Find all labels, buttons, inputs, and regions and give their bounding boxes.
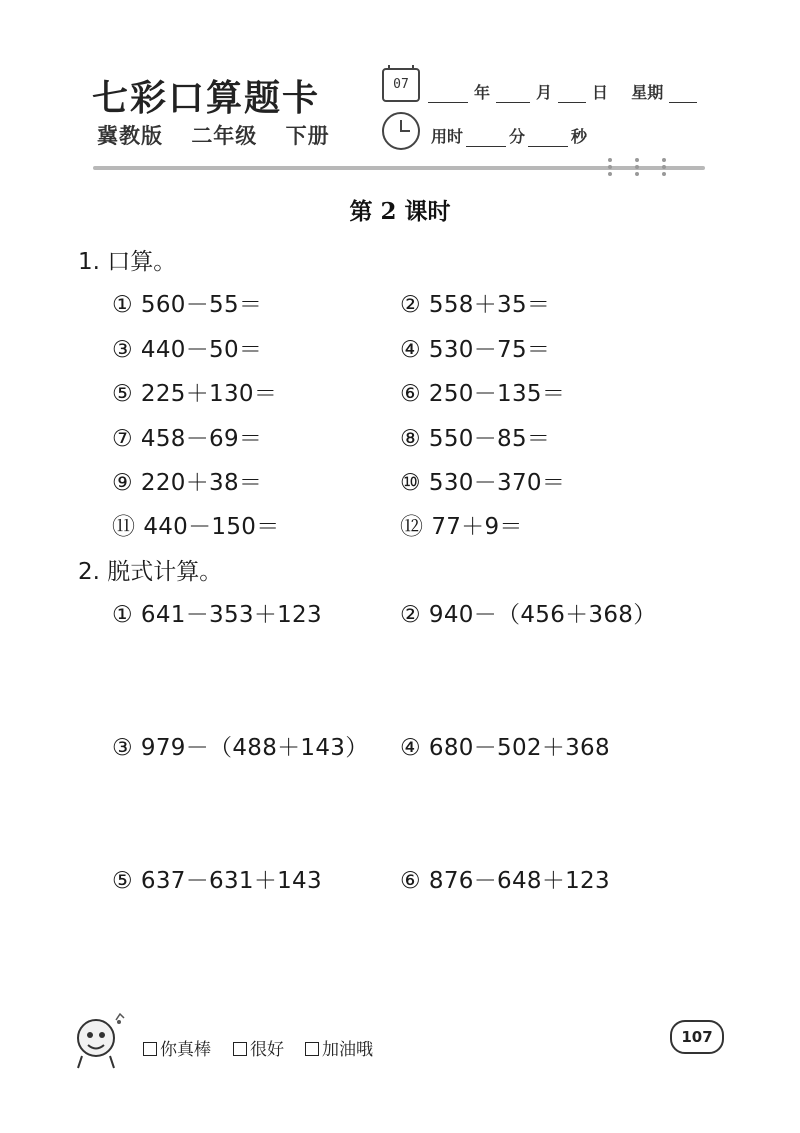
lesson-title: 第 2 课时 xyxy=(349,198,451,225)
oral-problem: ② 558＋35＝ xyxy=(400,292,551,318)
oral-problem: ⑩ 530－370＝ xyxy=(400,470,566,496)
second-blank[interactable] xyxy=(528,130,568,147)
day-label: 日 xyxy=(592,83,609,102)
minute-label: 分 xyxy=(509,127,526,146)
day-blank[interactable] xyxy=(558,86,586,103)
divider-dots xyxy=(635,158,639,182)
stepwise-problem: ④ 680－502＋368 xyxy=(400,735,610,761)
stepwise-problem: ① 641－353＋123 xyxy=(112,602,322,628)
edition-label: 冀教版 xyxy=(97,124,163,148)
date-line xyxy=(428,80,697,103)
checkbox-icon[interactable] xyxy=(305,1042,319,1056)
grade-label: 二年级 xyxy=(191,124,258,148)
time-used-label: 用时 xyxy=(431,127,464,146)
oral-problem: ⑫ 77＋9＝ xyxy=(400,514,523,540)
oral-problem: ⑥ 250－135＝ xyxy=(400,381,566,407)
weekday-label: 星期 xyxy=(631,83,664,102)
divider-dots xyxy=(608,158,612,182)
volume-label: 下册 xyxy=(285,124,330,148)
oral-problem: ① 560－55＝ xyxy=(112,292,263,318)
clock-icon xyxy=(382,112,420,150)
minute-blank[interactable] xyxy=(466,130,506,147)
rating-option[interactable]: 你真棒 xyxy=(143,1035,211,1060)
stepwise-problem: ② 940－（456＋368） xyxy=(400,602,657,628)
stepwise-problem: ⑤ 637－631＋143 xyxy=(112,868,322,894)
oral-problem: ⑦ 458－69＝ xyxy=(112,426,263,452)
oral-problem: ④ 530－75＝ xyxy=(400,337,551,363)
year-blank[interactable] xyxy=(428,86,468,103)
checkbox-icon[interactable] xyxy=(233,1042,247,1056)
year-label: 年 xyxy=(474,83,491,102)
oral-problem: ⑧ 550－85＝ xyxy=(400,426,551,452)
cartoon-mascot-icon xyxy=(70,1008,130,1072)
brand-title: 七彩口算题卡 xyxy=(92,78,321,119)
edition-line xyxy=(97,120,350,150)
page-number: 107 xyxy=(670,1020,724,1054)
rating-option[interactable]: 加油哦 xyxy=(305,1035,373,1060)
stepwise-problem: ⑥ 876－648＋123 xyxy=(400,868,610,894)
oral-problem: ⑨ 220＋38＝ xyxy=(112,470,263,496)
calendar-icon: 07 xyxy=(382,68,420,102)
oral-problem: ③ 440－50＝ xyxy=(112,337,263,363)
stepwise-problem: ③ 979－（488＋143） xyxy=(112,735,369,761)
month-label: 月 xyxy=(536,83,553,102)
oral-problem: ⑪ 440－150＝ xyxy=(112,514,280,540)
time-line xyxy=(428,124,590,147)
oral-problem: ⑤ 225＋130＝ xyxy=(112,381,278,407)
weekday-blank[interactable] xyxy=(669,86,697,103)
section1-title: 1. 口算。 xyxy=(78,249,177,275)
header-divider xyxy=(93,166,705,170)
rating-option[interactable]: 很好 xyxy=(233,1035,284,1060)
second-label: 秒 xyxy=(571,127,588,146)
divider-dots xyxy=(662,158,666,182)
section2-title: 2. 脱式计算。 xyxy=(78,559,223,585)
checkbox-icon[interactable] xyxy=(143,1042,157,1056)
month-blank[interactable] xyxy=(496,86,530,103)
